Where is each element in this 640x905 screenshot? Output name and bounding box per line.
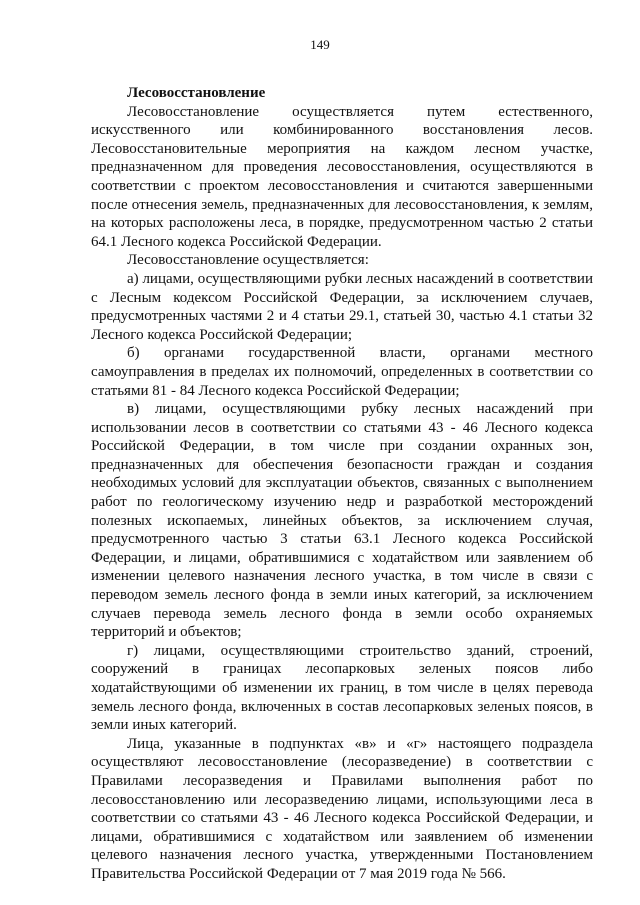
list-item-g: г) лицами, осуществляющими строительство зданий, строений, сооружений в границах лесопарковых зеленых поясов либо ходатайствующими об изменении их границ, в том числе в целях перевода земель лесного фонда, включенных в состав лесопарковых зеленых поясов, в земли иных категорий. [91, 642, 593, 734]
list-item-b: б) органами государственной власти, органами местного самоуправления в пределах их полномочий, определенных в соответствии со статьями 81 - 84 Лесного кодекса Российской Федерации; [91, 345, 593, 399]
paragraph-list-lead: Лесовосстановление осуществляется: [127, 252, 369, 269]
paragraph-intro: Лесовосстановление осуществляется путем естественного, искусственного или комбинированного восстановления лесов. Лесовосстановительные мероприятия на каждом лесном участке, предназначенном для проведения лесовосстановления, осуществляются в соответствии с проектом лесовосстановления и считаются завершенными после отнесения земель, предназначенных для лесовосстановления, к землям, на которых расположены леса, в порядке, предусмотренном частью 2 статьи 64.1 Лесного кодекса Российской Федерации. [91, 103, 593, 250]
paragraph-closing: Лица, указанные в подпунктах «в» и «г» настоящего подраздела осуществляют лесовосстановление (лесоразведение) в соответствии с Правилами лесоразведения и Правилами выполнения работ по лесовосстановлению или лесоразведению лицами, использующими леса в соответствии со статьями 43 - 46 Лесного кодекса Российской Федерации, и лицами, обратившимися с ходатайством или заявлением об изменении целевого назначения лесного участка, утвержденными Постановлением Правительства Российской Федерации от 7 мая 2019 года № 566. [91, 735, 593, 882]
list-item-v: в) лицами, осуществляющими рубку лесных насаждений при использовании лесов в соответствии со статьями 43 - 46 Лесного кодекса Российской Федерации, в том числе при создании охранных зон, предназначенных для обеспечения безопасности граждан и создания необходимых условий для эксплуатации объектов, связанных с выполнением работ по геологическому изучению недр и разработкой месторождений полезных ископаемых, линейных объектов, за исключением случая, предусмотренного частью 3 статьи 63.1 Лесного кодекса Российской Федерации, и лицами, обратившимися с ходатайством или заявлением об изменении целевого назначения лесного участка, в том числе в связи с переводом земель лесного фонда в земли иных категорий, за исключением случаев перевода земель лесного фонда в земли особо охраняемых территорий и объектов; [91, 401, 593, 641]
section-body [91, 84, 593, 884]
page-number: 149 [310, 37, 330, 52]
list-item-a: а) лицами, осуществляющими рубки лесных насаждений в соответствии с Лесным кодексом Российской Федерации, за исключением случаев, предусмотренных частями 2 и 4 статьи 29.1, статьей 30, частью 4.1 статьи 32 Лесного кодекса Российской Федерации; [91, 270, 593, 343]
section-title: Лесовосстановление [127, 85, 266, 101]
